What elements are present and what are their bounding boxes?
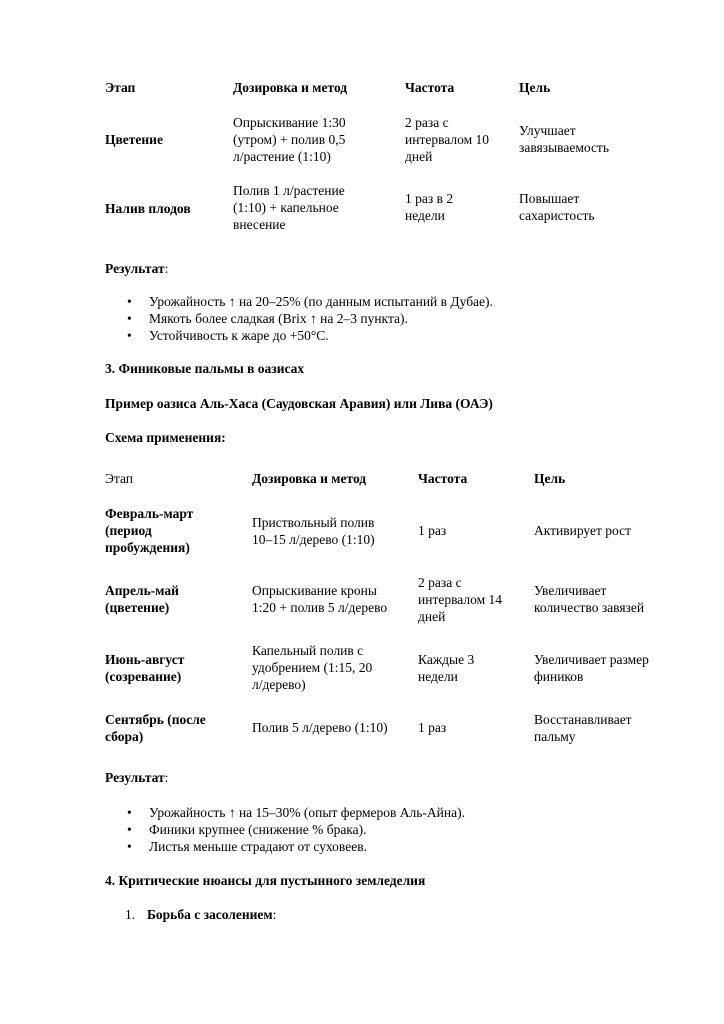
- table2-row2-dose-line: 1:20 + полив 5 л/дерево: [252, 600, 388, 615]
- table1-row2-frequency-line: 1 раз в 2: [405, 191, 454, 206]
- table1-row2-dose: [233, 182, 345, 233]
- table2-row4-stage: [105, 711, 206, 745]
- table1-row1-frequency-line: интервалом 10: [405, 132, 490, 147]
- result2-list: [105, 804, 665, 855]
- bullet-icon: •: [127, 839, 132, 854]
- table2-row2-stage: [105, 582, 179, 616]
- table1-row2-goal: [519, 190, 595, 224]
- table1-row1-goal-line: завязываемость: [519, 140, 609, 155]
- list-item-text: Урожайность ↑ на 20–25% (по данным испытаний в Дубае).: [149, 294, 493, 309]
- list-item: [105, 327, 665, 344]
- result1-list: [105, 293, 665, 344]
- list-item-text: Финики крупнее (снижение % брака).: [149, 822, 367, 837]
- table2-row2-frequency-line: интервалом 14: [418, 592, 503, 607]
- table1-row2-goal-line: сахаристость: [519, 208, 595, 223]
- list-item-text: Мякоть более сладкая (Brix ↑ на 2–3 пункта).: [149, 311, 408, 326]
- table2-row3-frequency-line: недели: [418, 669, 458, 684]
- section4-item1-label: Борьба с засолением: [147, 907, 273, 922]
- table2-row1-stage: [105, 505, 193, 556]
- table1-header-frequency: Частота: [405, 80, 455, 95]
- list-item-text: Урожайность ↑ на 15–30% (опыт фермеров Аль-Айна).: [149, 805, 465, 820]
- result1-heading: [105, 260, 168, 277]
- section3-scheme: Схема применения:: [105, 430, 226, 445]
- table2-row4-goal-line: пальму: [534, 729, 576, 744]
- table1-row1-dose-line: (утром) + полив 0,5: [233, 132, 346, 147]
- table2-header-goal: Цель: [534, 471, 566, 486]
- result2-colon: :: [164, 770, 169, 785]
- table2-row2-dose: [252, 582, 387, 616]
- result2-heading: [105, 769, 168, 786]
- section4-item1-number: 1.: [125, 907, 136, 922]
- list-item-text: Устойчивость к жаре до +50°C.: [149, 328, 329, 343]
- table2-row1-goal: Активирует рост: [534, 523, 631, 538]
- table2-row2-stage-line: Апрель-май: [105, 583, 179, 598]
- table2-row2-goal: [534, 582, 644, 616]
- table2-row2-frequency-line: дней: [418, 609, 446, 624]
- table1-header-stage: Этап: [105, 80, 136, 95]
- table2-row3-dose: [252, 642, 372, 693]
- table1-row1-goal: [519, 122, 609, 156]
- table2-row3-stage: [105, 651, 184, 685]
- list-item: [105, 838, 665, 855]
- table2-row4-goal: [534, 711, 632, 745]
- table2-row3-stage-line: (созревание): [105, 669, 182, 684]
- table2-row1-dose-line: Приствольный полив: [252, 515, 375, 530]
- table2-row4-stage-line: сбора): [105, 729, 144, 744]
- table1-header-goal: Цель: [519, 80, 551, 95]
- table1-row1-frequency-line: 2 раза с: [405, 115, 449, 130]
- result2-label: Результат: [105, 770, 165, 785]
- table2-row2-stage-line: (цветение): [105, 600, 170, 615]
- table1-row1-dose: [233, 114, 346, 165]
- bullet-icon: •: [127, 805, 132, 820]
- table1-row1-goal-line: Улучшает: [519, 123, 576, 138]
- table1-row1-dose-line: Опрыскивание 1:30: [233, 115, 346, 130]
- table2-row1-stage-line: Февраль-март: [105, 506, 194, 521]
- table2-row1-stage-line: пробуждения): [105, 540, 190, 555]
- table2-row3-dose-line: удобрением (1:15, 20: [252, 660, 373, 675]
- table1-row2-frequency: [405, 190, 453, 224]
- table1-row1-dose-line: л/растение (1:10): [233, 149, 331, 164]
- table2-row3-dose-line: Капельный полив с: [252, 643, 364, 658]
- list-item: [105, 804, 665, 821]
- table2-row3-goal: [534, 651, 649, 685]
- table2-row3-dose-line: л/дерево): [252, 677, 306, 692]
- table2-header-frequency: Частота: [418, 471, 468, 486]
- table2-row4-stage-line: Сентябрь (после: [105, 712, 206, 727]
- table2-row3-goal-line: фиников: [534, 669, 584, 684]
- list-item: [105, 310, 665, 327]
- table2-row1-dose-line: 10–15 л/дерево (1:10): [252, 532, 375, 547]
- table2-row2-goal-line: Увеличивает: [534, 583, 607, 598]
- result1-label: Результат: [105, 261, 165, 276]
- table2-row4-dose: Полив 5 л/дерево (1:10): [252, 720, 388, 735]
- table2-row2-dose-line: Опрыскивание кроны: [252, 583, 377, 598]
- list-item-text: Листья меньше страдают от суховеев.: [149, 839, 367, 854]
- table1-row2-dose-line: (1:10) + капельное: [233, 200, 339, 215]
- table1-row2-frequency-line: недели: [405, 208, 445, 223]
- table1-row2-dose-line: внесение: [233, 217, 286, 232]
- table2-row1-dose: [252, 514, 375, 548]
- table2-row1-stage-line: (период: [105, 523, 152, 538]
- table1-row1-frequency-line: дней: [405, 149, 433, 164]
- table2-row2-frequency: [418, 574, 502, 625]
- table2-row1-frequency: 1 раз: [418, 523, 447, 538]
- section4-title: 4. Критические нюансы для пустынного земледелия: [105, 873, 426, 888]
- table1-row1-stage: Цветение: [105, 132, 163, 147]
- table1-header-dose: Дозировка и метод: [233, 80, 348, 95]
- table2-row3-frequency: [418, 651, 474, 685]
- section3-title: 3. Финиковые пальмы в оазисах: [105, 361, 305, 376]
- section4-item1-colon: :: [272, 907, 277, 922]
- table2-row3-stage-line: Июнь-август: [105, 652, 185, 667]
- table1-row2-stage: Налив плодов: [105, 201, 191, 216]
- list-item: [105, 821, 665, 838]
- table1-row2-dose-line: Полив 1 л/растение: [233, 183, 345, 198]
- result1-colon: :: [164, 261, 169, 276]
- bullet-icon: •: [127, 311, 132, 326]
- table2-row3-goal-line: Увеличивает размер: [534, 652, 649, 667]
- table2-row4-goal-line: Восстанавливает: [534, 712, 632, 727]
- table2-header-dose: Дозировка и метод: [252, 471, 367, 486]
- section3-example: Пример оазиса Аль-Хаса (Саудовская Аравия) или Лива (ОАЭ): [105, 396, 493, 411]
- table2-row2-goal-line: количество завязей: [534, 600, 645, 615]
- table1-row2-goal-line: Повышает: [519, 191, 580, 206]
- bullet-icon: •: [127, 822, 132, 837]
- list-item: [105, 293, 665, 310]
- table2-row3-frequency-line: Каждые 3: [418, 652, 475, 667]
- table2-header-stage: Этап: [105, 471, 134, 486]
- bullet-icon: •: [127, 294, 132, 309]
- table2-row4-frequency: 1 раз: [418, 720, 447, 735]
- table1-row1-frequency: [405, 114, 489, 165]
- table2-row2-frequency-line: 2 раза с: [418, 575, 462, 590]
- bullet-icon: •: [127, 328, 132, 343]
- section4-item1-text: [147, 906, 276, 923]
